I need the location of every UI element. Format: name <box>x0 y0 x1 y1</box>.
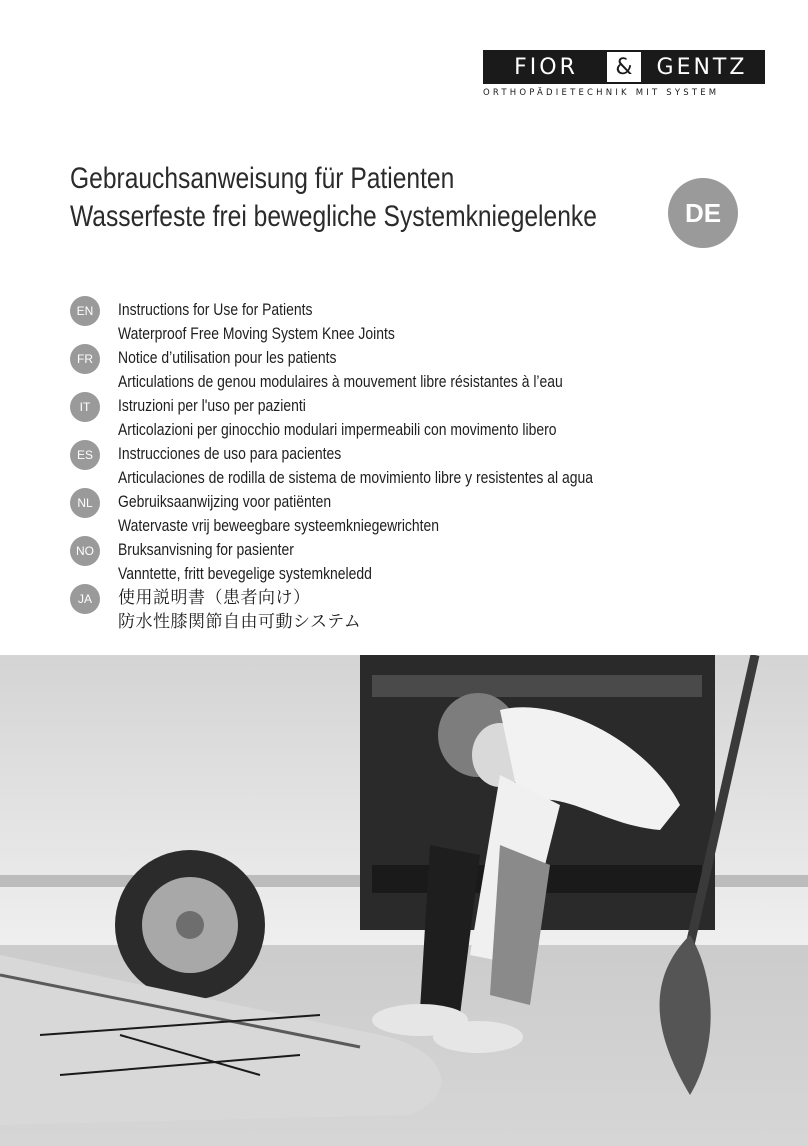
language-title: 使用説明書（患者向け） <box>118 588 311 607</box>
language-code-badge: FR <box>70 344 100 374</box>
language-subtitle: Watervaste vrij beweegbare systeemkniegewrichten <box>118 516 440 535</box>
shoe-right <box>433 1021 523 1053</box>
language-item-es <box>70 442 697 490</box>
brand-logo <box>483 50 765 98</box>
logo-word-right: GENTZ <box>641 52 763 82</box>
van-seat-top <box>372 675 702 697</box>
language-code-badge: NL <box>70 488 100 518</box>
language-badge-de: DE <box>668 178 738 248</box>
language-code-badge: EN <box>70 296 100 326</box>
language-list <box>70 298 697 634</box>
language-subtitle: Articulaciones de rodilla de sistema de movimiento libre y resistentes al agua <box>118 468 593 487</box>
language-item-fr <box>70 346 697 394</box>
language-item-no <box>70 538 697 586</box>
language-code-badge: NO <box>70 536 100 566</box>
language-code-badge: JA <box>70 584 100 614</box>
logo-ampersand: & <box>607 52 641 82</box>
language-code-badge: ES <box>70 440 100 470</box>
language-item-nl <box>70 490 697 538</box>
language-subtitle: Vanntette, fritt bevegelige systemkneledd <box>118 564 372 583</box>
language-subtitle: Waterproof Free Moving System Knee Joints <box>118 324 395 343</box>
language-title: Instructions for Use for Patients <box>118 300 313 319</box>
language-title: Instrucciones de uso para pacientes <box>118 444 342 463</box>
van-wheel-hub <box>176 911 204 939</box>
title-line-2: Wasserfeste frei bewegliche Systemkniegelenke <box>70 200 597 233</box>
logo-tagline: ORTHOPÄDIETECHNIK MIT SYSTEM <box>483 88 720 98</box>
cover-photo <box>0 655 808 1146</box>
language-subtitle: Articolazioni per ginocchio modulari impermeabili con movimento libero <box>118 420 557 439</box>
title-line-1: Gebrauchsanweisung für Patienten <box>70 162 455 195</box>
language-title: Istruzioni per l'uso per pazienti <box>118 396 306 415</box>
language-title: Gebruiksaanwijzing voor patiënten <box>118 492 332 511</box>
photo-illustration <box>0 655 808 1146</box>
language-subtitle: 防水性膝関節自由可動システム <box>118 612 362 631</box>
language-title: Bruksanvisning for pasienter <box>118 540 294 559</box>
language-title: Notice d’utilisation pour les patients <box>118 348 337 367</box>
logo-word-left: FIOR <box>485 52 607 82</box>
language-item-ja <box>70 586 697 634</box>
language-subtitle: Articulations de genou modulaires à mouvement libre résistantes à l’eau <box>118 372 563 391</box>
document-title <box>70 160 713 236</box>
language-item-en <box>70 298 697 346</box>
language-code-badge: IT <box>70 392 100 422</box>
language-item-it <box>70 394 697 442</box>
logo-box <box>483 50 765 84</box>
